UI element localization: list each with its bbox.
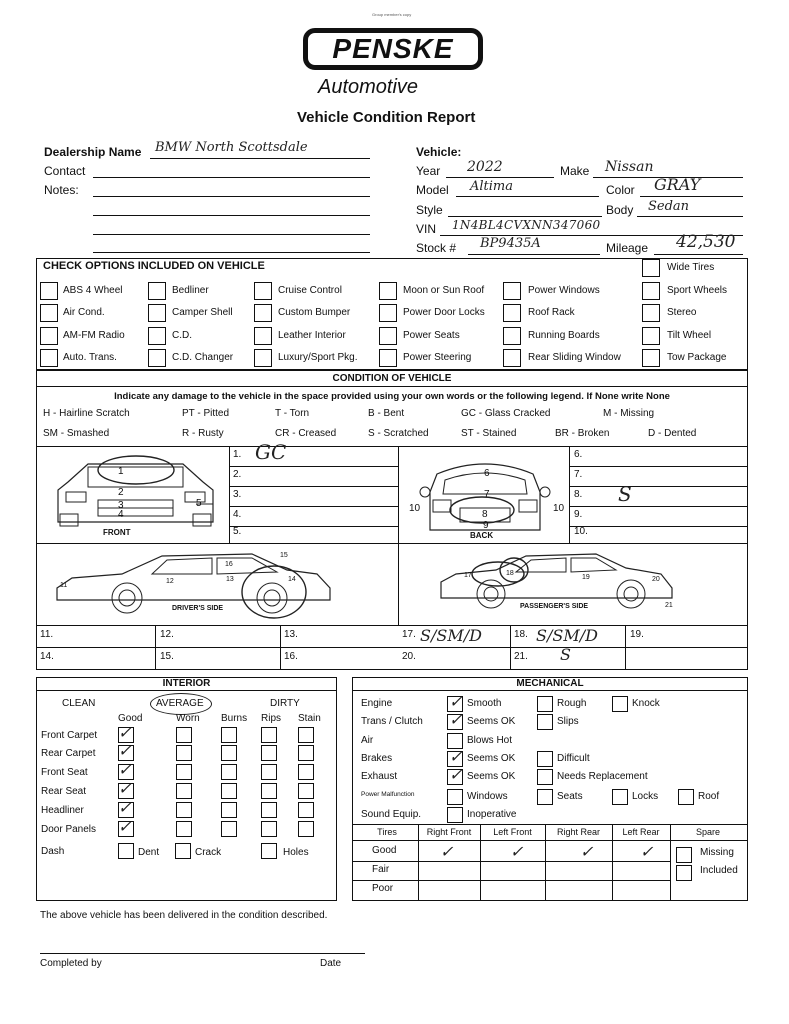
option-checkbox[interactable]: [254, 349, 272, 367]
back-row-num: 9.: [574, 509, 583, 520]
interior-checkbox[interactable]: [221, 745, 237, 761]
interior-row-label: Dash: [41, 846, 65, 857]
back-mark-8: 8: [482, 509, 488, 520]
legend-br: BR - Broken: [555, 428, 610, 439]
mech-sound-option: Inoperative: [467, 809, 517, 820]
interior-checkbox[interactable]: [176, 802, 192, 818]
front-row-num: 4.: [233, 509, 242, 520]
interior-row-label: Front Carpet: [41, 730, 98, 741]
average-circle: [150, 693, 212, 715]
condition-heading: CONDITION OF VEHICLE: [332, 373, 452, 384]
option-label: Leather Interior: [278, 330, 346, 341]
tires-row-label: Fair: [372, 864, 390, 875]
option-label: Power Seats: [403, 330, 460, 341]
model-value[interactable]: Altima: [470, 179, 514, 194]
interior-checkbox[interactable]: [221, 802, 237, 818]
option-checkbox[interactable]: [379, 282, 397, 300]
options-heading: CHECK OPTIONS INCLUDED ON VEHICLE: [43, 260, 265, 272]
interior-checkbox[interactable]: [261, 764, 277, 780]
passenger-mark-18: 18: [506, 570, 514, 577]
option-label: Custom Bumper: [278, 307, 351, 318]
mech-sound-label: Sound Equip.: [361, 809, 422, 820]
dash-holes-label: Holes: [283, 847, 309, 858]
option-label: Power Door Locks: [403, 307, 485, 318]
option-checkbox[interactable]: [254, 304, 272, 322]
front-row-line: [229, 506, 398, 507]
back-mark-10-right: 10: [553, 503, 565, 514]
option-checkbox[interactable]: [379, 327, 397, 345]
driver-mark-13: 13: [226, 576, 234, 583]
style-label: Style: [416, 203, 443, 217]
front-label: FRONT: [103, 528, 131, 537]
interior-checkbox[interactable]: [176, 764, 192, 780]
driver-mark-12: 12: [166, 578, 174, 585]
tires-col-header: Right Front: [426, 827, 472, 837]
option-checkbox[interactable]: [503, 327, 521, 345]
back-row-num: 8.: [574, 489, 583, 500]
option-checkbox[interactable]: [379, 349, 397, 367]
notes-line-3[interactable]: [93, 234, 370, 235]
tires-row-label: Poor: [372, 883, 394, 894]
side-num-13: 13.: [284, 629, 298, 640]
legend-t: T - Torn: [275, 408, 310, 419]
interior-checkbox[interactable]: [221, 727, 237, 743]
front-row-num: 2.: [233, 469, 242, 480]
option-checkbox[interactable]: [40, 327, 58, 345]
legend-r: R - Rusty: [182, 428, 224, 439]
interior-checkbox[interactable]: [261, 727, 277, 743]
front-mark-4: 4: [118, 509, 124, 520]
tires-col-header: Left Rear: [622, 827, 660, 837]
back-row-num: 7.: [574, 469, 583, 480]
delivery-statement: The above vehicle has been delivered in the condition described.: [40, 910, 328, 921]
interior-col-header: Stain: [298, 713, 321, 724]
back-row-num: 10.: [574, 526, 588, 537]
interior-good-check: ✓: [118, 723, 132, 742]
back-label: BACK: [470, 531, 494, 540]
legend-m: M - Missing: [603, 408, 655, 419]
option-checkbox[interactable]: [503, 349, 521, 367]
interior-col-header: Good: [118, 713, 143, 724]
interior-col-header: Burns: [221, 713, 248, 724]
passenger-mark-20: 20: [652, 576, 660, 583]
legend-sm: SM - Smashed: [43, 428, 110, 439]
body-value[interactable]: Sedan: [648, 199, 690, 214]
mech-power-option: Roof: [698, 791, 720, 802]
front-row-line: [229, 526, 398, 527]
option-label: Moon or Sun Roof: [403, 285, 485, 296]
option-label: Power Steering: [403, 352, 472, 363]
mech-brakes-option: Seems OK: [467, 753, 516, 764]
interior-good-check: ✓: [118, 760, 132, 779]
interior-checkbox[interactable]: [221, 764, 237, 780]
back-mark-6: 6: [484, 468, 490, 479]
year-value[interactable]: 2022: [467, 159, 503, 175]
legend-s: S - Scratched: [368, 428, 429, 439]
interior-checkbox[interactable]: [261, 802, 277, 818]
condition-instruction: Indicate any damage to the vehicle in the space provided using your own words or the following legend. If None write None: [114, 391, 670, 402]
interior-checkbox[interactable]: [298, 727, 314, 743]
interior-row-label: Rear Carpet: [41, 748, 96, 759]
mech-engine-option: Knock: [632, 698, 660, 709]
option-label: Air Cond.: [63, 307, 105, 318]
option-checkbox[interactable]: [148, 349, 166, 367]
interior-checkbox[interactable]: [298, 745, 314, 761]
mech-power-checkbox[interactable]: [678, 789, 694, 805]
color-value[interactable]: GRAY: [654, 175, 701, 194]
front-row-line: [229, 466, 398, 467]
mech-power-option: Seats: [557, 791, 583, 802]
mech-air-option: Blows Hot: [467, 735, 513, 746]
tire-good-check: ✓: [640, 842, 654, 861]
option-checkbox[interactable]: [40, 349, 58, 367]
stock-label: Stock #: [416, 241, 457, 255]
page-title: Vehicle Condition Report: [297, 109, 476, 126]
side-num-15: 15.: [160, 651, 174, 662]
front-mark-1: 1: [118, 466, 124, 477]
mileage-value[interactable]: 42,530: [676, 232, 736, 252]
legend-d: D - Dented: [648, 428, 697, 439]
interior-checkbox[interactable]: [261, 745, 277, 761]
make-label: Make: [560, 164, 590, 178]
mech-exhaust-option: Seems OK: [467, 771, 516, 782]
option-label: Auto. Trans.: [63, 352, 117, 363]
interior-good-check: ✓: [118, 741, 132, 760]
option-label: Tilt Wheel: [667, 330, 712, 341]
option-label: C.D. Changer: [172, 352, 234, 363]
tires-col-header: Right Rear: [556, 827, 601, 837]
tires-row-label: Good: [372, 845, 397, 856]
interior-checkbox[interactable]: [261, 821, 277, 837]
side-num-20: 20.: [402, 651, 416, 662]
dealership-value[interactable]: BMW North Scottsdale: [155, 140, 308, 155]
option-checkbox[interactable]: [379, 304, 397, 322]
interior-checkbox[interactable]: [221, 821, 237, 837]
signature-line[interactable]: [40, 953, 365, 954]
legend-h: H - Hairline Scratch: [43, 408, 130, 419]
interior-checkbox[interactable]: [298, 802, 314, 818]
option-checkbox[interactable]: [148, 304, 166, 322]
interior-average: AVERAGE: [156, 698, 204, 709]
back-row-line: [569, 526, 748, 527]
interior-col-header: Rips: [261, 713, 282, 724]
side-num-11: 11.: [40, 629, 54, 640]
body-label: Body: [606, 203, 634, 217]
option-label: Rear Sliding Window: [528, 352, 621, 363]
mech-power-label: Power Malfunction: [361, 791, 415, 798]
option-checkbox[interactable]: [642, 304, 660, 322]
legend-b: B - Bent: [368, 408, 405, 419]
back-mark-7: 7: [484, 489, 490, 500]
driver-mark-11: 11: [60, 582, 68, 589]
entry-18[interactable]: S/SM/D: [536, 626, 598, 645]
interior-heading: INTERIOR: [162, 678, 211, 689]
dash-dent-label: Dent: [138, 847, 160, 858]
back-row-line: [569, 486, 748, 487]
dash-dent-checkbox[interactable]: [118, 843, 134, 859]
side-num-16: 16.: [284, 651, 298, 662]
interior-row-label: Door Panels: [41, 824, 97, 835]
mech-trans-checkbox[interactable]: [537, 714, 553, 730]
option-checkbox[interactable]: [642, 327, 660, 345]
color-label: Color: [606, 183, 635, 197]
front-car-diagram: [48, 452, 223, 540]
front-row-num: 1.: [233, 449, 242, 460]
mech-brakes-checkbox[interactable]: [537, 751, 553, 767]
spare-missing-label: Missing: [700, 847, 734, 858]
mech-trans-option: Slips: [557, 716, 579, 727]
option-label: Stereo: [667, 307, 697, 318]
side-num-14: 14.: [40, 651, 54, 662]
front-entry-1[interactable]: GC: [255, 440, 287, 464]
option-label: ABS 4 Wheel: [63, 285, 123, 296]
option-label: Bedliner: [172, 285, 209, 296]
option-checkbox[interactable]: [254, 282, 272, 300]
option-label: Running Boards: [528, 330, 600, 341]
interior-checkbox[interactable]: [298, 783, 314, 799]
mech-ok-check: ✓: [449, 710, 463, 729]
passenger-mark-21: 21: [665, 602, 673, 609]
option-checkbox[interactable]: [642, 259, 660, 277]
mechanical-heading: MECHANICAL: [516, 678, 584, 689]
option-checkbox[interactable]: [40, 304, 58, 322]
notes-label: Notes:: [44, 183, 79, 197]
back-entry-8[interactable]: S: [618, 482, 632, 506]
option-checkbox[interactable]: [642, 349, 660, 367]
legend-st: ST - Stained: [461, 428, 517, 439]
interior-checkbox[interactable]: [261, 783, 277, 799]
tires-top-line: [352, 824, 748, 825]
mech-ok-check: ✓: [449, 765, 463, 784]
interior-row-label: Front Seat: [41, 767, 88, 778]
penske-logo: [303, 28, 483, 70]
legend-pt: PT - Pitted: [182, 408, 230, 419]
passenger-mark-17: 17: [464, 572, 472, 579]
option-checkbox[interactable]: [503, 304, 521, 322]
tires-row-line: [352, 880, 670, 881]
driver-mark-15: 15: [280, 552, 288, 559]
interior-row-label: Headliner: [41, 805, 84, 816]
option-label: Tow Package: [667, 352, 727, 363]
tire-good-check: ✓: [580, 842, 594, 861]
vin-label: VIN: [416, 222, 437, 236]
mileage-label: Mileage: [606, 241, 649, 255]
interior-dirty: DIRTY: [270, 698, 300, 709]
interior-good-check: ✓: [118, 817, 132, 836]
mech-exhaust-checkbox[interactable]: [537, 769, 553, 785]
option-checkbox[interactable]: [503, 282, 521, 300]
notes-line-2[interactable]: [93, 215, 370, 216]
interior-good-check: ✓: [118, 779, 132, 798]
back-row-num: 6.: [574, 449, 583, 460]
completed-by-label: Completed by: [40, 958, 102, 969]
side-num-18: 18.: [514, 629, 528, 640]
mech-power-checkbox[interactable]: [447, 789, 463, 805]
contact-label: Contact: [44, 164, 86, 178]
logo-sub-text: Automotive: [318, 76, 419, 98]
tires-header-line: [352, 840, 748, 841]
driver-side-label: DRIVER'S SIDE: [172, 605, 224, 612]
spare-missing-checkbox[interactable]: [676, 847, 692, 863]
spare-included-label: Included: [700, 865, 738, 876]
style-field[interactable]: [448, 216, 602, 217]
tiny-header-text: Group member's copy: [372, 12, 412, 17]
side-num-21: 21.: [514, 651, 528, 662]
option-checkbox[interactable]: [148, 327, 166, 345]
vin-value[interactable]: 1N4BL4CVXNN347060: [452, 218, 601, 232]
option-label: Cruise Control: [278, 285, 342, 296]
tires-col-header: Left Front: [493, 827, 532, 837]
dash-crack-label: Crack: [195, 847, 222, 858]
interior-clean: CLEAN: [62, 698, 96, 709]
option-checkbox[interactable]: [148, 282, 166, 300]
driver-mark-14: 14: [288, 576, 296, 583]
front-row-line: [229, 486, 398, 487]
mech-sound-checkbox[interactable]: [447, 807, 463, 823]
option-label: C.D.: [172, 330, 192, 341]
front-mark-2: 2: [118, 487, 124, 498]
option-label: Camper Shell: [172, 307, 233, 318]
mech-power-option: Windows: [467, 791, 508, 802]
option-checkbox[interactable]: [254, 327, 272, 345]
mech-engine-checkbox[interactable]: [612, 696, 628, 712]
tire-good-check: ✓: [510, 842, 524, 861]
tire-good-check: ✓: [440, 842, 454, 861]
vehicle-heading: Vehicle:: [416, 145, 462, 159]
option-label: AM-FM Radio: [63, 330, 125, 341]
logo-main-text: PENSKE: [332, 33, 454, 64]
passenger-side-label: PASSENGER'S SIDE: [520, 603, 589, 610]
interior-col-header: Worn: [176, 713, 200, 724]
make-value[interactable]: Nissan: [605, 159, 654, 175]
tires-row-line: [352, 861, 670, 862]
entry-21[interactable]: S: [560, 645, 571, 664]
interior-good-check: ✓: [118, 798, 132, 817]
entry-17[interactable]: S/SM/D: [420, 626, 482, 645]
mech-brakes-label: Brakes: [361, 753, 393, 764]
option-label: Luxury/Sport Pkg.: [278, 352, 358, 363]
option-checkbox[interactable]: [642, 282, 660, 300]
mech-engine-option: Smooth: [467, 698, 502, 709]
mech-power-checkbox[interactable]: [537, 789, 553, 805]
tires-col-header: Tires: [377, 827, 397, 837]
front-row-num: 5.: [233, 526, 242, 537]
legend-gc: GC - Glass Cracked: [461, 408, 551, 419]
dash-holes-checkbox[interactable]: [261, 843, 277, 859]
date-label: Date: [320, 958, 342, 969]
mech-exhaust-option: Needs Replacement: [557, 771, 648, 782]
option-checkbox[interactable]: [40, 282, 58, 300]
mech-trans-option: Seems OK: [467, 716, 516, 727]
interior-row-label: Rear Seat: [41, 786, 87, 797]
interior-checkbox[interactable]: [221, 783, 237, 799]
dash-crack-checkbox[interactable]: [175, 843, 191, 859]
spare-included-checkbox[interactable]: [676, 865, 692, 881]
option-label: Wide Tires: [667, 262, 715, 273]
year-label: Year: [416, 164, 441, 178]
side-num-17: 17.: [402, 629, 416, 640]
back-mark-10-left: 10: [409, 503, 421, 514]
interior-checkbox[interactable]: [176, 783, 192, 799]
option-label: Power Windows: [528, 285, 600, 296]
driver-mark-16: 16: [225, 561, 233, 568]
back-row-line: [569, 466, 748, 467]
interior-checkbox[interactable]: [298, 764, 314, 780]
dealership-label: Dealership Name: [44, 145, 142, 159]
back-mark-9: 9: [483, 520, 489, 531]
mech-power-checkbox[interactable]: [612, 789, 628, 805]
mech-engine-label: Engine: [361, 698, 393, 709]
mech-power-option: Locks: [632, 791, 659, 802]
model-label: Model: [416, 183, 449, 197]
mech-engine-option: Rough: [557, 698, 587, 709]
mech-exhaust-label: Exhaust: [361, 771, 398, 782]
legend-cr: CR - Creased: [275, 428, 337, 439]
mech-ok-check: ✓: [449, 692, 463, 711]
front-mark-3: 3: [118, 500, 124, 511]
notes-line-1[interactable]: [93, 196, 370, 197]
interior-checkbox[interactable]: [176, 745, 192, 761]
interior-checkbox[interactable]: [176, 727, 192, 743]
side-num-12: 12.: [160, 629, 174, 640]
front-row-num: 3.: [233, 489, 242, 500]
mech-engine-checkbox[interactable]: [537, 696, 553, 712]
stock-value[interactable]: BP9435A: [480, 236, 541, 251]
mech-ok-check: ✓: [449, 747, 463, 766]
passenger-mark-19: 19: [582, 574, 590, 581]
mech-air-label: Air: [361, 735, 374, 746]
contact-field[interactable]: [93, 177, 370, 178]
option-label: Sport Wheels: [667, 285, 728, 296]
interior-checkbox[interactable]: [298, 821, 314, 837]
option-label: Roof Rack: [528, 307, 575, 318]
mech-brakes-option: Difficult: [557, 753, 590, 764]
side-num-19: 19.: [630, 629, 644, 640]
back-row-line: [569, 506, 748, 507]
interior-checkbox[interactable]: [176, 821, 192, 837]
notes-line-4[interactable]: [93, 252, 370, 253]
front-mark-5: 5: [196, 498, 202, 509]
mech-trans-label: Trans / Clutch: [361, 716, 423, 727]
tires-col-header: Spare: [695, 827, 721, 837]
